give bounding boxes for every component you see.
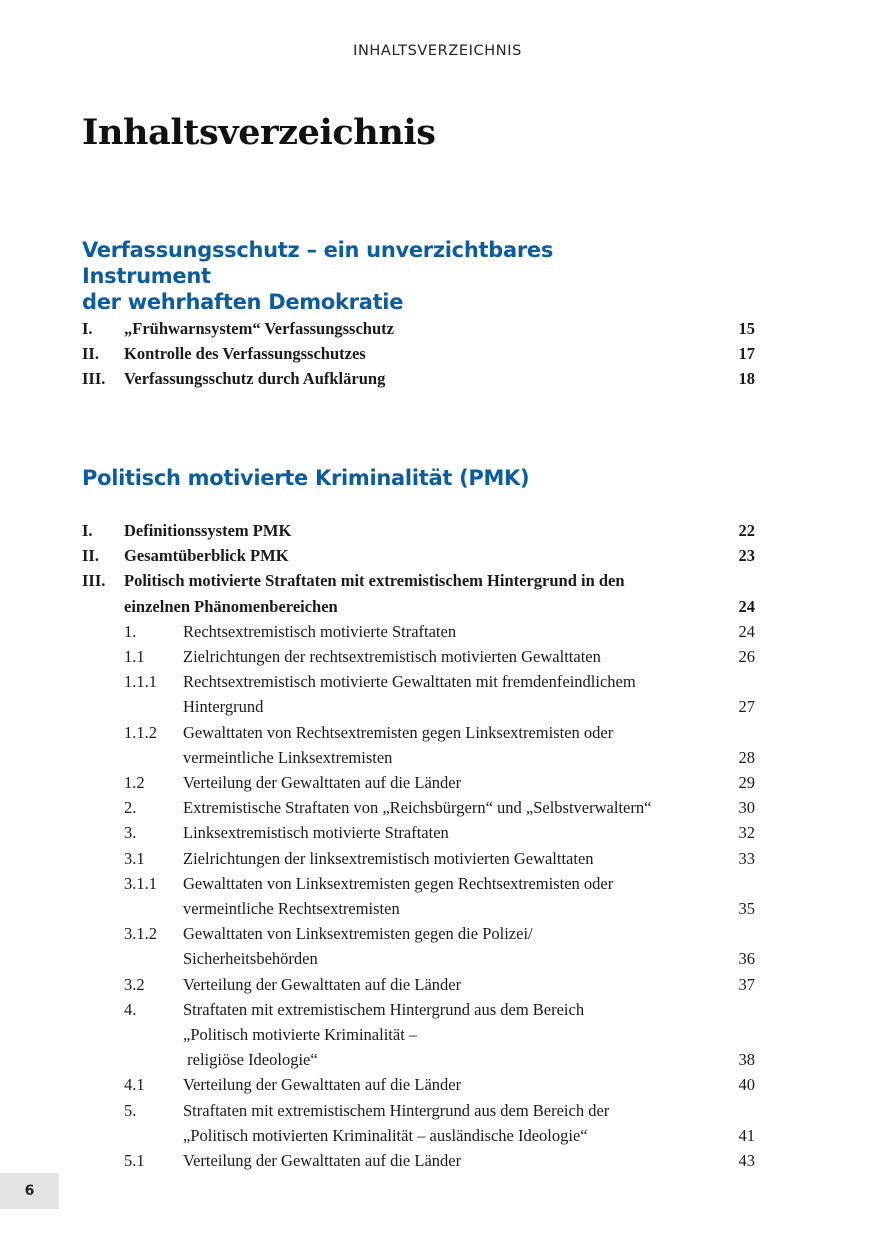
toc-entry-page: 41 [738, 1125, 755, 1145]
toc-entry-page: 38 [738, 1050, 755, 1070]
section-heading-pmk [82, 465, 682, 491]
running-head: INHALTSVERZEICHNIS [353, 43, 522, 59]
toc-entry-title: Verteilung der Gewalttaten auf die Länder [183, 974, 462, 994]
toc-entry-page: 17 [738, 344, 755, 364]
toc-entry-number: 5.1 [124, 1151, 145, 1171]
toc-entry-number: 2. [124, 798, 137, 818]
toc-entry-page: 24 [738, 621, 755, 641]
toc-entry-title: Gewalttaten von Linksextremisten gegen die Polizei/ Sicherheitsbehörden [183, 924, 533, 969]
toc-entry[interactable] [82, 795, 755, 820]
toc-entry[interactable] [82, 518, 755, 543]
toc-entry-number: 3.1.1 [124, 873, 157, 893]
toc-entry-number: 4.1 [124, 1075, 145, 1095]
toc-entry-page: 37 [738, 974, 755, 994]
toc-entry-title: Verfassungsschutz durch Aufklärung [124, 369, 386, 389]
section-heading-line: Politisch motivierte Kriminalität (PMK) [82, 466, 530, 490]
toc-entry-number: 3.2 [124, 974, 145, 994]
toc-entry-number: I. [82, 521, 93, 540]
toc-entry-title: Verteilung der Gewalttaten auf die Länder [183, 1075, 462, 1095]
toc-entry-page: 36 [738, 949, 755, 969]
toc-entry[interactable] [82, 543, 755, 568]
toc-entry-title: Straftaten mit extremistischem Hintergrund aus dem Bereich der „Politisch motivierten Kriminalität – ausländische Ideologie“ [183, 1100, 610, 1145]
toc-entry-page: 23 [738, 546, 755, 566]
toc-entry-number: 5. [124, 1100, 137, 1120]
toc-entry[interactable] [82, 1098, 755, 1148]
toc-entry-page: 26 [738, 647, 755, 667]
toc-entry-title: Zielrichtungen der linksextremistisch motivierten Gewalttaten [183, 848, 594, 868]
toc-entry-title: Gesamtüberblick PMK [124, 546, 289, 566]
toc-list-pmk [82, 518, 755, 1173]
toc-entry[interactable] [82, 619, 755, 644]
toc-entry-number: 3. [124, 823, 137, 843]
toc-entry-page: 30 [738, 798, 755, 818]
toc-entry-number: 1.1.1 [124, 672, 157, 692]
toc-entry-title: Gewalttaten von Rechtsextremisten gegen Linksextremisten oder vermeintliche Linksextremisten [183, 722, 614, 767]
toc-entry[interactable] [82, 846, 755, 871]
toc-entry-number: 1.1 [124, 647, 145, 667]
section-heading-verfassungsschutz [82, 237, 682, 315]
toc-entry-number: 1.2 [124, 773, 145, 793]
toc-entry[interactable] [82, 568, 755, 618]
toc-entry[interactable] [82, 1148, 755, 1173]
toc-entry[interactable] [82, 770, 755, 795]
toc-entry-page: 43 [738, 1151, 755, 1171]
toc-entry-title: Verteilung der Gewalttaten auf die Länder [183, 773, 462, 793]
toc-entry-title: „Frühwarnsystem“ Verfassungsschutz [124, 319, 394, 338]
toc-entry-title: Gewalttaten von Linksextremisten gegen Rechtsextremisten oder vermeintliche Rechtsextremisten [183, 873, 614, 919]
toc-entry[interactable] [82, 720, 755, 770]
toc-entry-title: Verteilung der Gewalttaten auf die Länder [183, 1151, 462, 1171]
toc-entry-title: Straftaten mit extremistischem Hintergrund aus dem Bereich „Politisch motivierte Kriminalität – religiöse Ideologie“ [183, 999, 585, 1070]
toc-entry-title: Definitionssystem PMK [124, 521, 292, 540]
toc-entry-page: 28 [738, 747, 755, 767]
page-title: Inhaltsverzeichnis [82, 112, 436, 153]
toc-entry-title: Zielrichtungen der rechtsextremistisch motivierten Gewalttaten [183, 647, 601, 667]
toc-entry-page: 40 [738, 1075, 755, 1095]
toc-entry-page: 15 [738, 319, 755, 338]
toc-entry[interactable] [82, 644, 755, 669]
page-number: 6 [0, 1173, 59, 1209]
toc-entry[interactable] [82, 366, 755, 391]
toc-entry-number: 1. [124, 621, 137, 641]
toc-entry-page: 22 [738, 521, 755, 540]
toc-entry[interactable] [82, 669, 755, 719]
toc-entry-number: 1.1.2 [124, 722, 157, 742]
toc-entry-number: 3.1.2 [124, 924, 157, 944]
toc-entry[interactable] [82, 997, 755, 1073]
toc-entry-page: 35 [738, 899, 755, 919]
toc-entry[interactable] [82, 921, 755, 971]
toc-entry-title: Kontrolle des Verfassungsschutzes [124, 344, 366, 364]
toc-entry-number: III. [82, 369, 106, 389]
toc-entry-title: Politisch motivierte Straftaten mit extremistischem Hintergrund in den einzelnen Phänomenbereichen [124, 571, 625, 616]
toc-entry[interactable] [82, 820, 755, 845]
toc-entry-title: Rechtsextremistisch motivierte Straftaten [183, 621, 457, 641]
section-heading-line: der wehrhaften Demokratie [82, 290, 404, 314]
toc-entry-page: 33 [738, 848, 755, 868]
toc-entry-page: 29 [738, 773, 755, 793]
toc-entry-number: 4. [124, 999, 137, 1019]
toc-entry-number: III. [82, 571, 106, 591]
toc-entry-page: 32 [738, 823, 755, 843]
toc-entry-number: I. [82, 319, 93, 338]
section-heading-line: Verfassungsschutz – ein unverzichtbares Instrument [82, 238, 554, 288]
toc-list-verfassungsschutz [82, 316, 755, 392]
toc-entry-page: 27 [738, 697, 755, 717]
toc-entry[interactable] [82, 871, 755, 921]
toc-entry-title: Rechtsextremistisch motivierte Gewalttaten mit fremdenfeindlichem Hintergrund [183, 672, 636, 717]
toc-entry[interactable] [82, 341, 755, 366]
toc-entry[interactable] [82, 1072, 755, 1097]
toc-entry-page: 18 [738, 369, 755, 389]
toc-entry[interactable] [82, 316, 755, 341]
toc-entry-title: Linksextremistisch motivierte Straftaten [183, 823, 449, 843]
toc-entry-number: II. [82, 344, 99, 364]
toc-entry-title: Extremistische Straftaten von „Reichsbürgern“ und „Selbstverwaltern“ [183, 798, 652, 818]
toc-entry-number: 3.1 [124, 848, 145, 868]
toc-entry-page: 24 [738, 596, 755, 616]
toc-entry-number: II. [82, 546, 99, 566]
toc-entry[interactable] [82, 972, 755, 997]
